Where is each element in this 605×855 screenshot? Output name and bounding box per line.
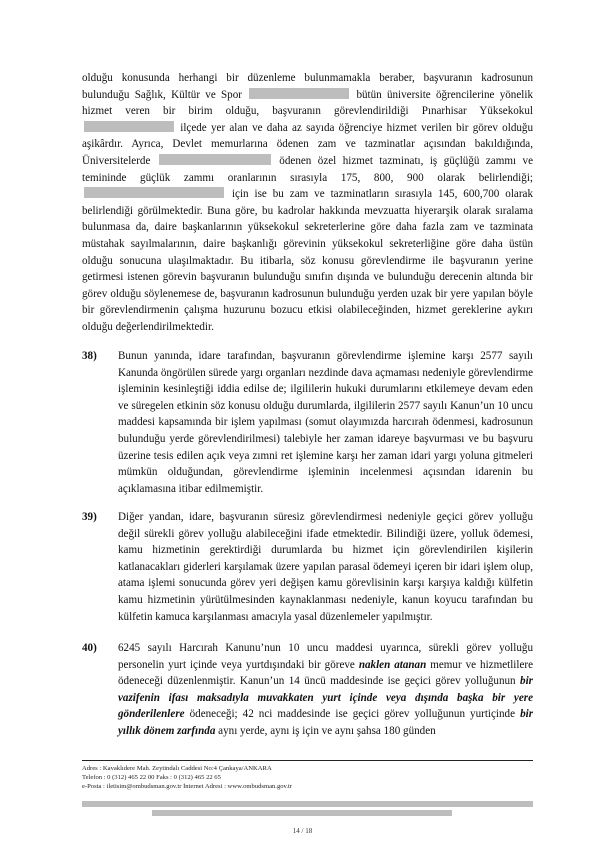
footer-address: Adres : Kavaklıdere Mah. Zeytindalı Caddesi No:4 Çankaya/ANKARA <box>82 765 272 772</box>
text-line: 800, 900 olarak belirlendiği; <box>373 171 533 184</box>
paragraph-text: Bunun yanında, idare tarafından, başvuranın görevlendirme işlemine karşı 2577 sayılı Kanunda öngörülen sürede yargı organları nezdinde dava açmaması nedeniyle görevlendirme işleminin kesinleştiği iddia edilse de; ilgililerin hukuki durumlarını etkilemeye devam eden ve süregelen etkinin söz konusu olduğu durumlarda, ilgililerin 2577 sayılı Kanun’un 10 uncu maddesi kapsamında bir işlem yapılması (somut olayımızda harcırah ödenmesi, kadrosunun bulunduğu yerde görevlendirilmesi) talebiyle her zaman idareye başvurması ve bu başvuru üzerine tesis edilen açık veya zımni ret işlemine karşı her zaman idari yargı yoluna gitmeleri mümkün olduğundan, görevlendirme işleminin incelenmesi açısından idarenin bu açıklamasına itibar edilmemiştir. <box>118 350 533 495</box>
emphasis-text: naklen atanan <box>358 658 427 671</box>
text-line: öğrencilerine yönelik hizmet veren bir birim olduğu, başvuranın görevlendirildiği <box>82 88 533 118</box>
redaction-block <box>159 154 271 165</box>
footer-divider <box>82 760 533 761</box>
paragraph-number: 38) <box>82 350 97 362</box>
footer-contact <box>82 764 533 791</box>
redaction-block <box>249 88 349 99</box>
footer-phone: Telefon : 0 (312) 465 22 00 Faks : 0 (312) 465 22 65 <box>82 774 221 781</box>
paragraph-number: 39) <box>82 511 97 523</box>
text-line: Pınarhisar Yüksekokul <box>421 105 533 118</box>
text-line: sırasıyla 145, 600,700 olarak belirlendiği görülmektedir. Buna göre, bu kadrolar hakkında mevzuatta hiyerarşik olarak sıralama bulunmasa da, daire başkanlarının yüksekokul sekreterlerine göre daha fazla zam ve tazminata müstahak sayılmalarının, daire başkanlığı görevinin yüksekokul sekreterliğine göre daha üstün olduğu sonucuna ulaşılmaktadır. Bu itibarla, söz konusu görevlendirme ile başvuranın yerine getirmesi istenen görevin başvuranın bulunduğu sınıfın dışında ve bulunduğu derecenin altında bir görev olduğu söylenemese de, başvuranın kadrosunun bulunduğu yerden uzak bir yere yapılan böyle bir görevlendirmenin çalışma huzurunu bozucu etkisi olabileceğinden, hizmet gereklerine aykırı olduğu değerlendirilmektedir. <box>82 188 533 333</box>
numbered-paragraph-40 <box>82 640 533 740</box>
page-number: 14 / 18 <box>292 827 313 835</box>
text-run: memur ve hizmetlilere ödeneceği düzenlenmiştir. Kanun’un 14 üncü maddesinde ise geçici görev yolluğunun <box>118 658 533 688</box>
text-line: için ise bu zam ve tazminatların <box>231 188 390 201</box>
redaction-block <box>84 187 224 198</box>
text-run: ödeneceği; 42 nci maddesinde ise geçici görev yolluğunun yurtiçinde <box>189 708 516 721</box>
text-line: kadrosunun bulunduğu Sağlık, Kültür ve Spor <box>82 72 533 101</box>
redaction-block <box>84 121 174 132</box>
text-line: ödenen özel <box>279 154 337 167</box>
text-run: 6245 sayılı Harcırah Kanunu’nun 10 uncu maddesi uyarınca, sürekli görev yolluğu personelin yurt içinde veya yurtdışındaki bir göreve <box>118 642 533 671</box>
text-line: hizmet verilen bir görev olduğu aşikârdır. Ayrıca, Devlet memurlarına ödenen zam ve <box>82 121 534 151</box>
paragraph-number: 40) <box>82 642 97 654</box>
emphasis-text: bir yıllık dönem zarfında <box>118 708 534 737</box>
footer-web: e-Posta : iletisim@ombudsman.gov.tr İnternet Adresi : www.ombudsman.gov.tr <box>82 783 293 790</box>
emphasis-text: bir vazifenin ifası maksadıyla muvakkaten yurt içinde veya dışında başka bir yere gönderilenlere <box>118 675 533 721</box>
text-line: hizmet tazminatı, iş güçlüğü zammı ve temininde güçlük zammı oranlarının sırasıyla 175, <box>82 154 533 184</box>
text-line: olduğu konusunda herhangi bir düzenleme bulunmamakla beraber, başvuranın <box>82 72 473 84</box>
text-run: aynı yerde, aynı iş için ve aynı şahsa 180 günden <box>218 724 436 737</box>
numbered-paragraph-38 <box>82 348 533 497</box>
text-line: tazminatlar açısından bakıldığında, Üniversitelerde <box>82 138 534 167</box>
continuation-paragraph <box>82 70 533 336</box>
redaction-block <box>152 810 452 816</box>
paragraph-text <box>118 640 533 740</box>
redaction-block <box>82 801 533 807</box>
numbered-paragraph-39 <box>82 509 533 625</box>
text-line: ilçede yer alan ve daha az sayıda öğrenciye <box>180 121 383 134</box>
text-line: bütün üniversite <box>356 88 431 101</box>
paragraph-text: Diğer yandan, idare, başvuranın süresiz görevlendirmesi nedeniyle geçici görev yolluğu değil sürekli görev yolluğu alabileceğini ifade etmektedir. Bilindiği üzere, yolluk ödemesi, kamu hizmetinin gerektirdiği durumlarda bu hizmet için görevlendirilen kişilerin katlanacakları giderleri karşılamak üzere yapılan parasal ödemeyi içeren bir idari işlem olup, atama işlemi sonucunda görev yeri değişen kamu görevlisinin karşı karşıya kaldığı külfetin kamu hizmetinin yürütülmesinden kaynaklanması nedeniyle, kanun koyucu tarafından bu külfetin kamuca karşılanması amacıyla yasal düzenlemeler yapılmıştır. <box>118 511 533 623</box>
